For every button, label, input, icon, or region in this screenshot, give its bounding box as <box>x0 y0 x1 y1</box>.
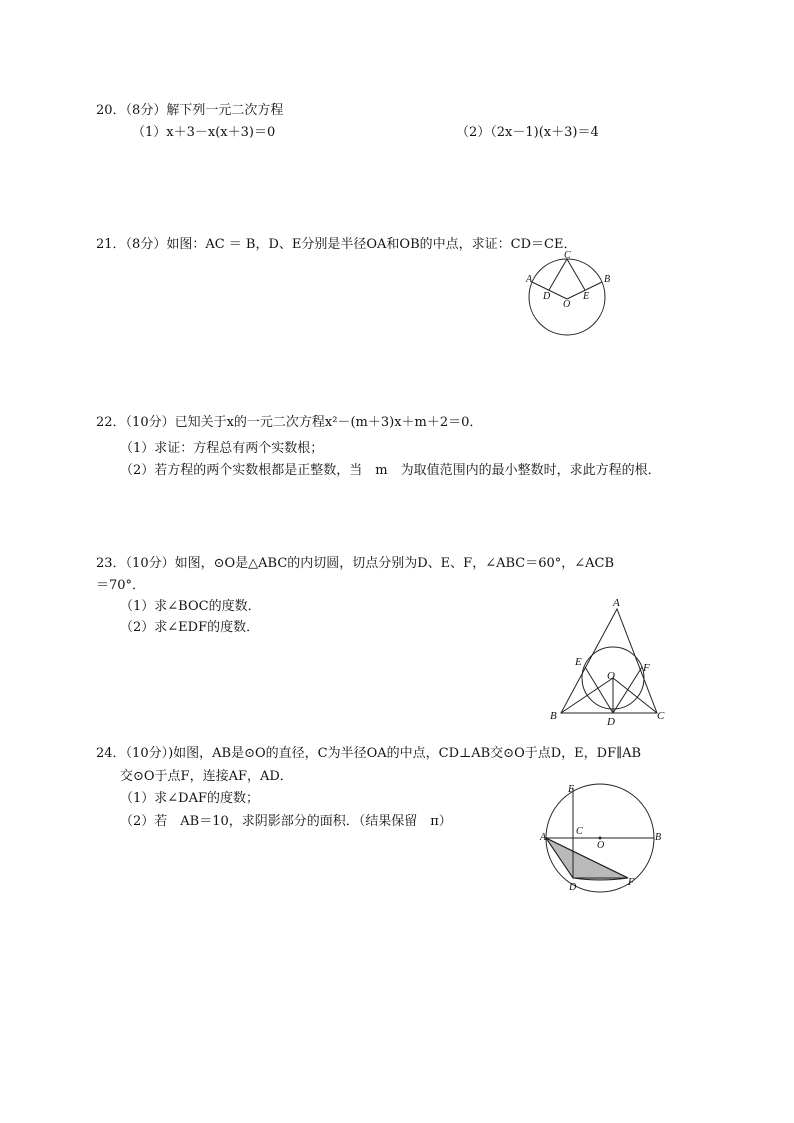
q21-label-b: B <box>604 274 611 285</box>
q20-header: 20．（8分）解下列一元二次方程 <box>96 103 284 118</box>
q21-label-o: O <box>563 299 571 310</box>
q24-label-a: A <box>540 832 547 843</box>
q22-part2: （2）若方程的两个实数根都是正整数，当 m 为取值范围内的最小整数时，求此方程的根． <box>120 463 661 478</box>
q21-label-a: A <box>526 274 533 285</box>
q24-header: 24．（10分）)如图，AB是⊙O的直径，C为半径OA的中点，CD⊥AB交⊙O于点D，E，DF∥AB <box>96 746 642 761</box>
q24-part2: （2）若 AB＝10，求阴影部分的面积．（结果保留 π） <box>120 814 452 829</box>
q21-label-d: D <box>543 291 551 302</box>
q23-label-c: C <box>657 710 665 722</box>
q23-label-o: O <box>607 670 615 682</box>
q24-label-f: F <box>628 877 635 888</box>
q23-label-e: E <box>575 656 582 668</box>
q23-label-b: B <box>550 710 557 722</box>
q24-label-o: O <box>597 840 605 851</box>
q23-triangle-diagram <box>545 595 675 728</box>
q24-header-cont: 交⊙O于点F，连接AF，AD． <box>120 769 293 784</box>
q23-part2: （2）求∠EDF的度数． <box>120 620 260 635</box>
q23-header: 23．（10分）如图，⊙O是△ABC的内切圆，切点分别为D、E、F，∠ABC＝60°，∠ACB <box>96 556 615 571</box>
q21-circle-diagram <box>525 250 615 335</box>
q24-label-b: B <box>655 832 662 843</box>
q24-circle-diagram <box>535 778 665 898</box>
q24-label-d: D <box>569 882 577 893</box>
q21-header: 21．（8分）如图：AC ＝ B，D、E分别是半径OA和OB的中点，求证：CD＝CE． <box>96 237 577 252</box>
q20-part2: （2）（2x－1)(x＋3)＝4 <box>456 125 599 140</box>
q20-part1: （1）x＋3－x(x＋3)＝0 <box>132 125 276 140</box>
q24-part1: （1）求∠DAF的度数； <box>120 791 259 806</box>
q23-header-cont: ＝70°． <box>96 578 146 593</box>
q23-part1: （1）求∠BOC的度数． <box>120 599 261 614</box>
q23-label-a: A <box>613 597 620 609</box>
q21-label-e: E <box>583 291 590 302</box>
q22-header: 22．（10分）已知关于x的一元二次方程x²－(m＋3)x＋m＋2＝0． <box>96 415 483 430</box>
q21-label-c: C <box>564 250 571 261</box>
q23-label-d: D <box>607 716 615 728</box>
q24-label-c: C <box>576 826 583 837</box>
q22-part1: （1）求证：方程总有两个实数根； <box>120 441 324 456</box>
q23-label-f: F <box>643 662 650 674</box>
q24-label-e: E <box>568 784 575 795</box>
